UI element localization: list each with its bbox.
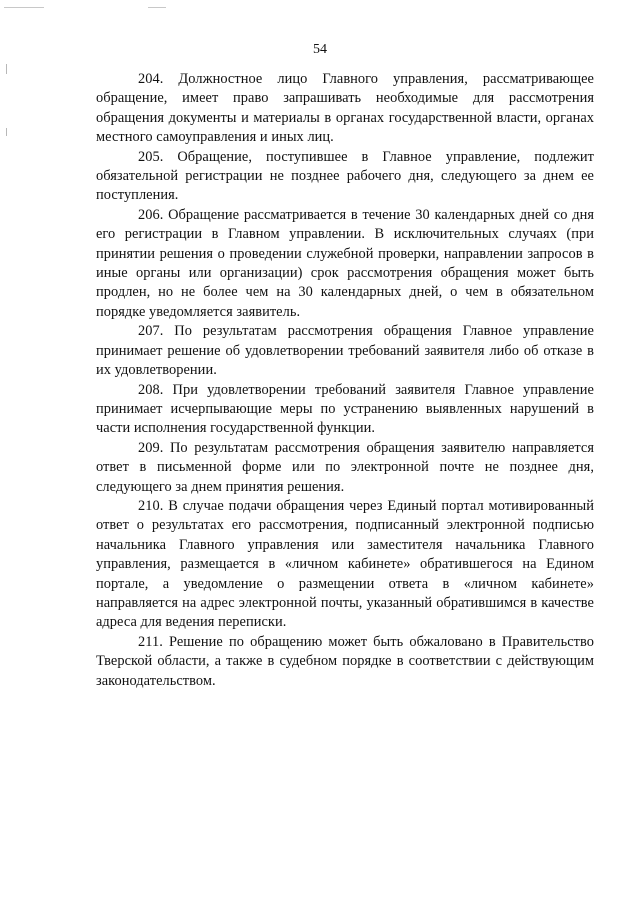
paragraph-205: 205. Обращение, поступившее в Главное управление, подлежит обязательной регистрации не позднее рабочего дня, следующего за днем ее поступления. xyxy=(96,148,594,204)
scan-artifact xyxy=(4,7,44,8)
scan-artifact xyxy=(6,128,7,136)
paragraph-210: 210. В случае подачи обращения через Единый портал мотивированный ответ о результатах его рассмотрения, подписанный электронной подписью начальника Главного управления или заместителя начальника Главного управления, размещается в «личном кабинете» обратившегося на Едином портале, а уведомление о размещении ответа в «личном кабинете» направляется на адрес электронной почты, указанный обратившимся в качестве адреса для ведения переписки. xyxy=(96,497,594,631)
paragraph-211: 211. Решение по обращению может быть обжаловано в Правительство Тверской области, а также в судебном порядке в соответствии с действующим законодательством. xyxy=(96,633,594,689)
paragraph-207: 207. По результатам рассмотрения обращения Главное управление принимает решение об удовлетворении требований заявителя либо об отказе в их удовлетворении. xyxy=(96,323,594,379)
paragraph-209: 209. По результатам рассмотрения обращения заявителю направляется ответ в письменной форме или по электронной почте не позднее дня, следующего за днем принятия решения. xyxy=(96,439,594,495)
scan-artifact xyxy=(6,64,7,74)
paragraph-206: 206. Обращение рассматривается в течение 30 календарных дней со дня его регистрации в Главном управлении. В исключительных случаях (при принятии решения о проведении служебной проверки, направлении запросов в иные органы или организации) срок рассмотрения обращения может быть продлен, но не более чем на 30 календарных дней, о чем в обязательном порядке уведомляется заявитель. xyxy=(96,206,594,320)
scan-artifact xyxy=(148,7,166,8)
document-body xyxy=(96,70,594,691)
paragraph-208: 208. При удовлетворении требований заявителя Главное управление принимает исчерпывающие меры по устранению выявленных нарушений в части исполнения государственной функции. xyxy=(96,381,594,437)
paragraph-204: 204. Должностное лицо Главного управления, рассматривающее обращение, имеет право запрашивать необходимые для рассмотрения обращения документы и материалы в органах государственной власти, органах местного самоуправления и иных лиц. xyxy=(96,71,594,146)
page-number: 54 xyxy=(313,42,327,57)
